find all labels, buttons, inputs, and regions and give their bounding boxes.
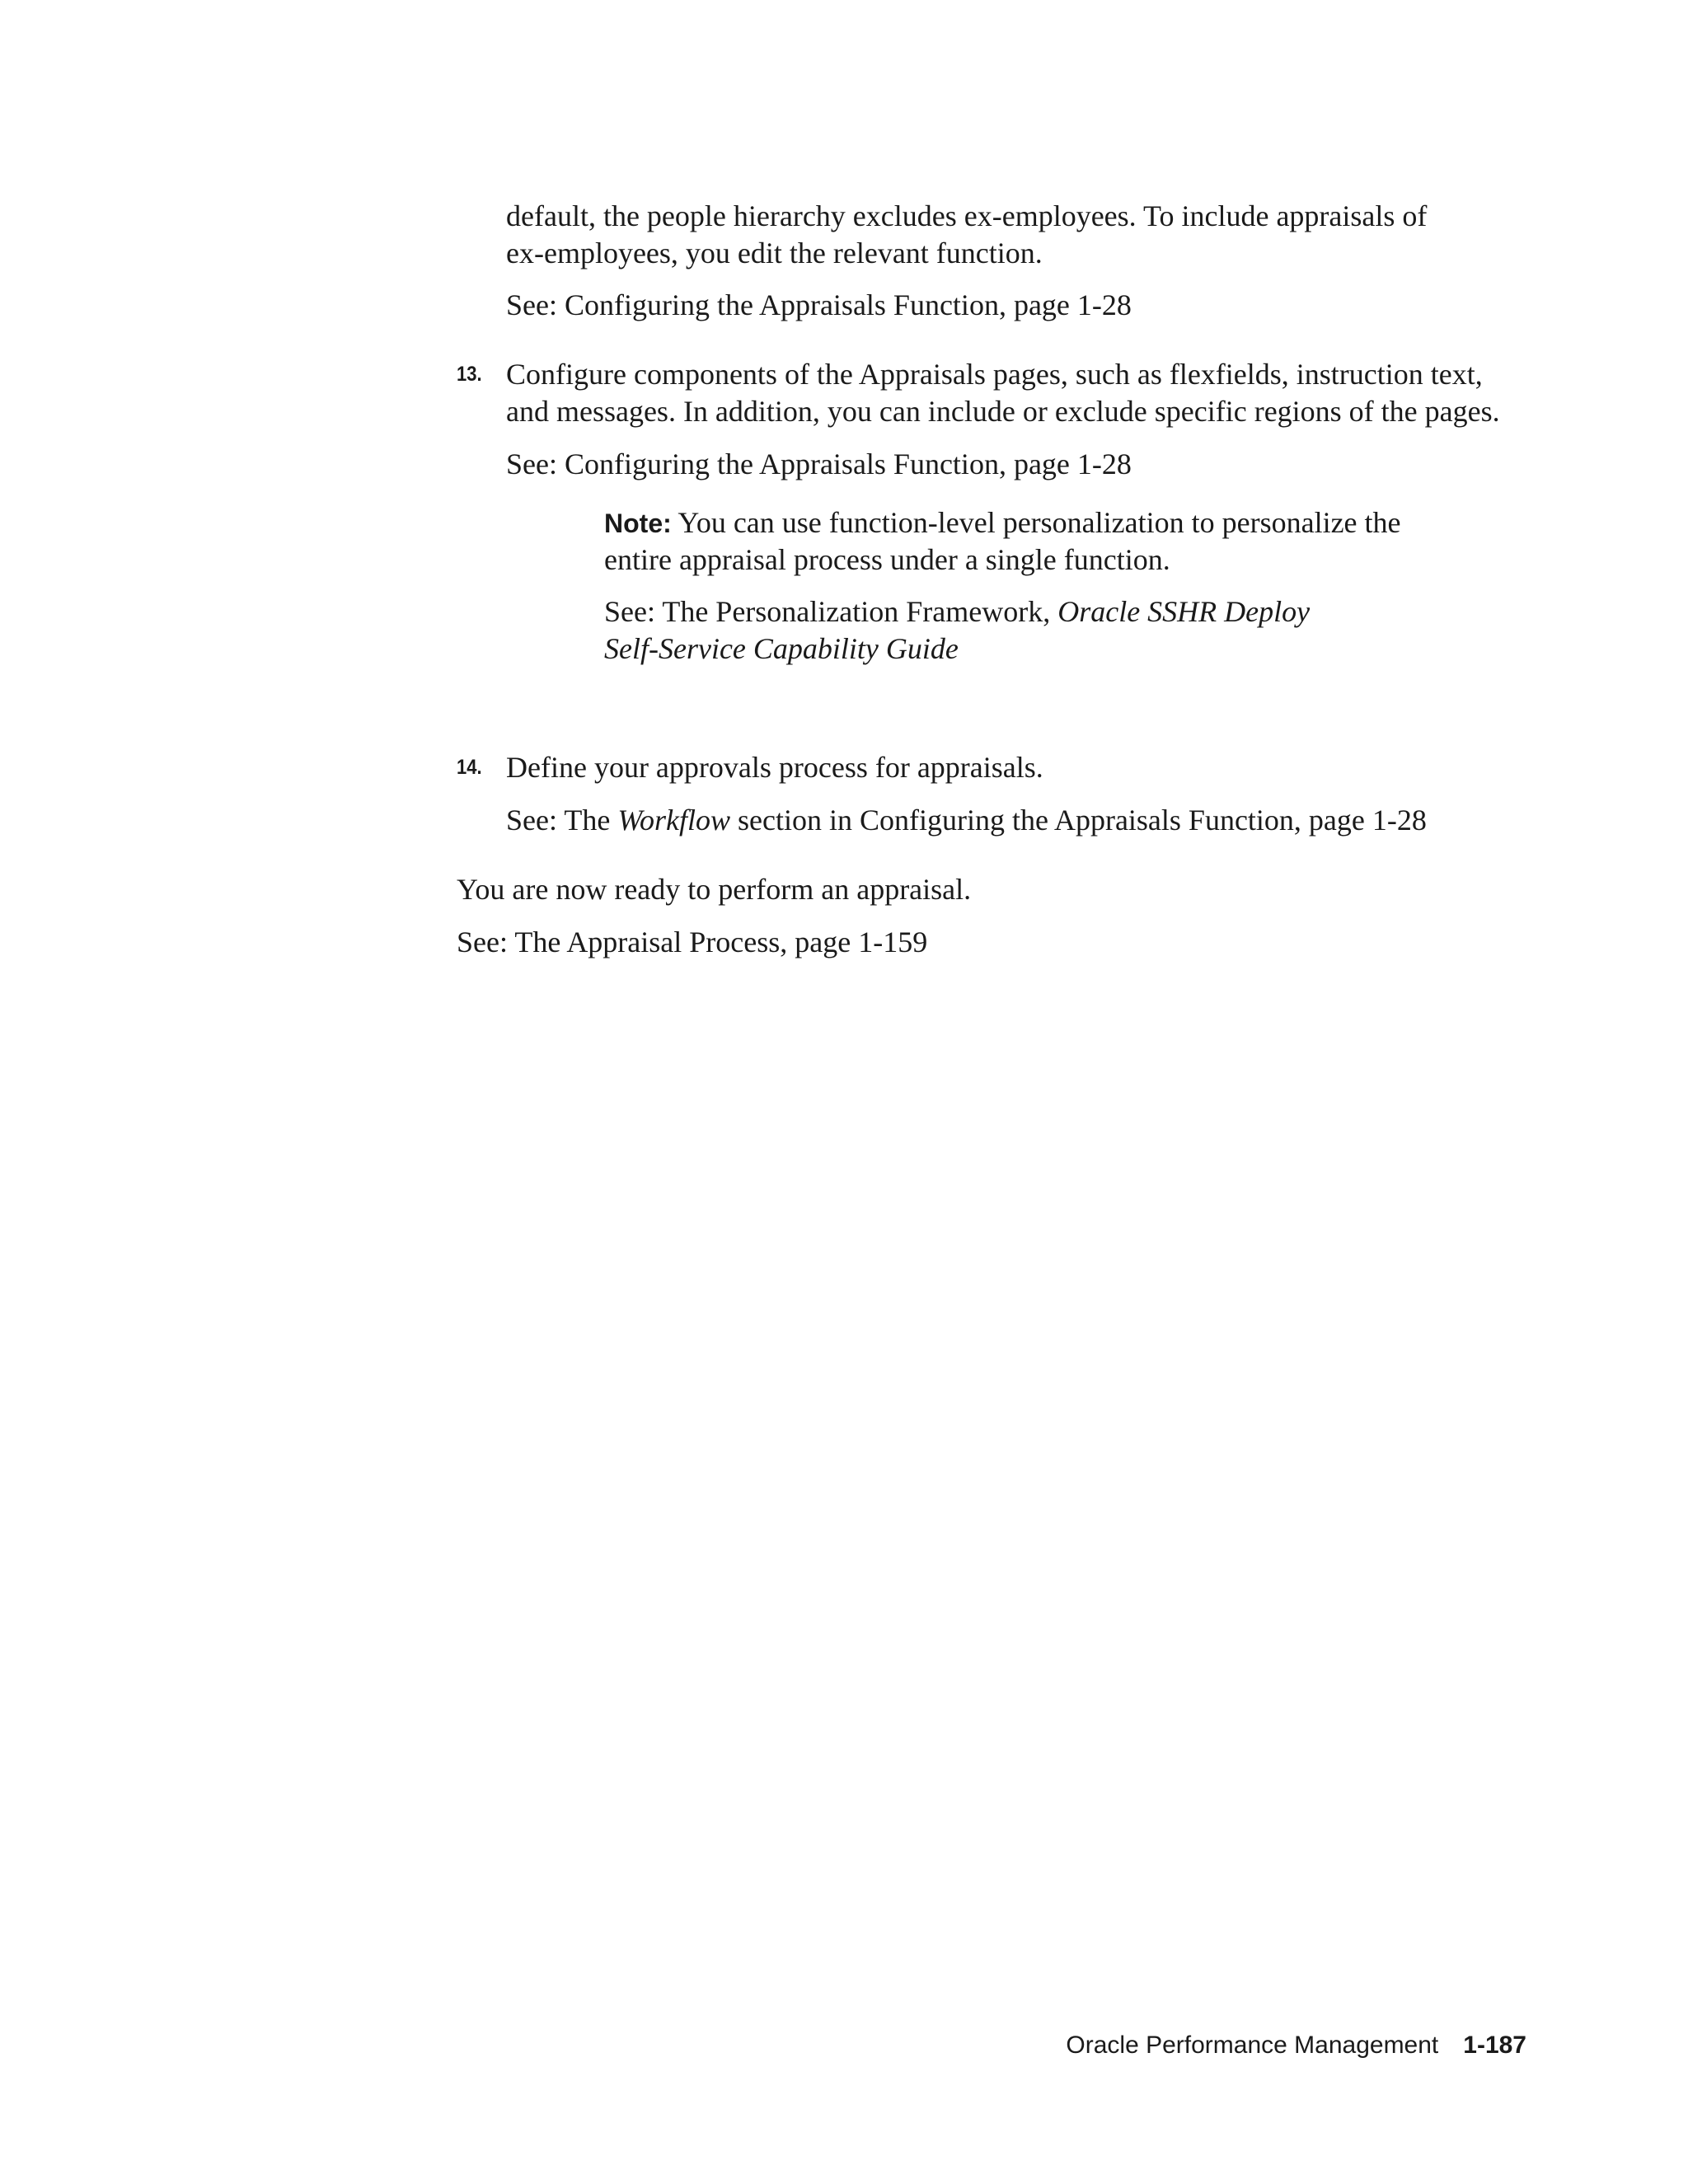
note-see-line1 — [604, 593, 1310, 630]
step13-text-line1: Configure components of the Appraisals pages, such as flexfields, instruction text, — [506, 358, 1483, 391]
step14-see-prefix: See: The — [506, 804, 618, 837]
step14-number: 14. — [457, 756, 482, 779]
step14-see-italic: Workflow — [617, 804, 730, 837]
step12-text-line2: ex-employees, you edit the relevant function. — [506, 237, 1043, 269]
note-text-line1: You can use function-level personalization to personalize the — [671, 506, 1401, 539]
step14-text-line1: Define your approvals process for appraisals. — [506, 751, 1043, 784]
step14-see-reference — [506, 801, 1427, 839]
step12-see-reference: See: Configuring the Appraisals Function, page 1-28 — [506, 288, 1132, 321]
step13-see-reference: See: Configuring the Appraisals Function, page 1-28 — [506, 448, 1132, 480]
note-see-title-line2: Self-Service Capability Guide — [604, 632, 959, 665]
step13-number: 13. — [457, 363, 482, 386]
note-line1 — [604, 504, 1401, 542]
step12-text-line1: default, the people hierarchy excludes ex-employees. To include appraisals of — [506, 199, 1428, 232]
footer-title: Oracle Performance Management — [1066, 2032, 1439, 2059]
page-footer — [1066, 2029, 1526, 2062]
note-text-line2: entire appraisal process under a single function. — [604, 543, 1170, 576]
step13-text-line2: and messages. In addition, you can include or exclude specific regions of the pages. — [506, 395, 1500, 428]
step14-see-suffix: section in Configuring the Appraisals Function, page 1-28 — [730, 804, 1427, 837]
closing-ready-text: You are now ready to perform an appraisal. — [457, 873, 972, 906]
note-see-prefix: See: The Personalization Framework, — [604, 595, 1058, 628]
note-label: Note: — [604, 509, 672, 538]
closing-see-reference: See: The Appraisal Process, page 1-159 — [457, 926, 928, 958]
footer-page-number: 1-187 — [1463, 2032, 1526, 2059]
note-see-title-line1: Oracle SSHR Deploy — [1057, 595, 1311, 628]
